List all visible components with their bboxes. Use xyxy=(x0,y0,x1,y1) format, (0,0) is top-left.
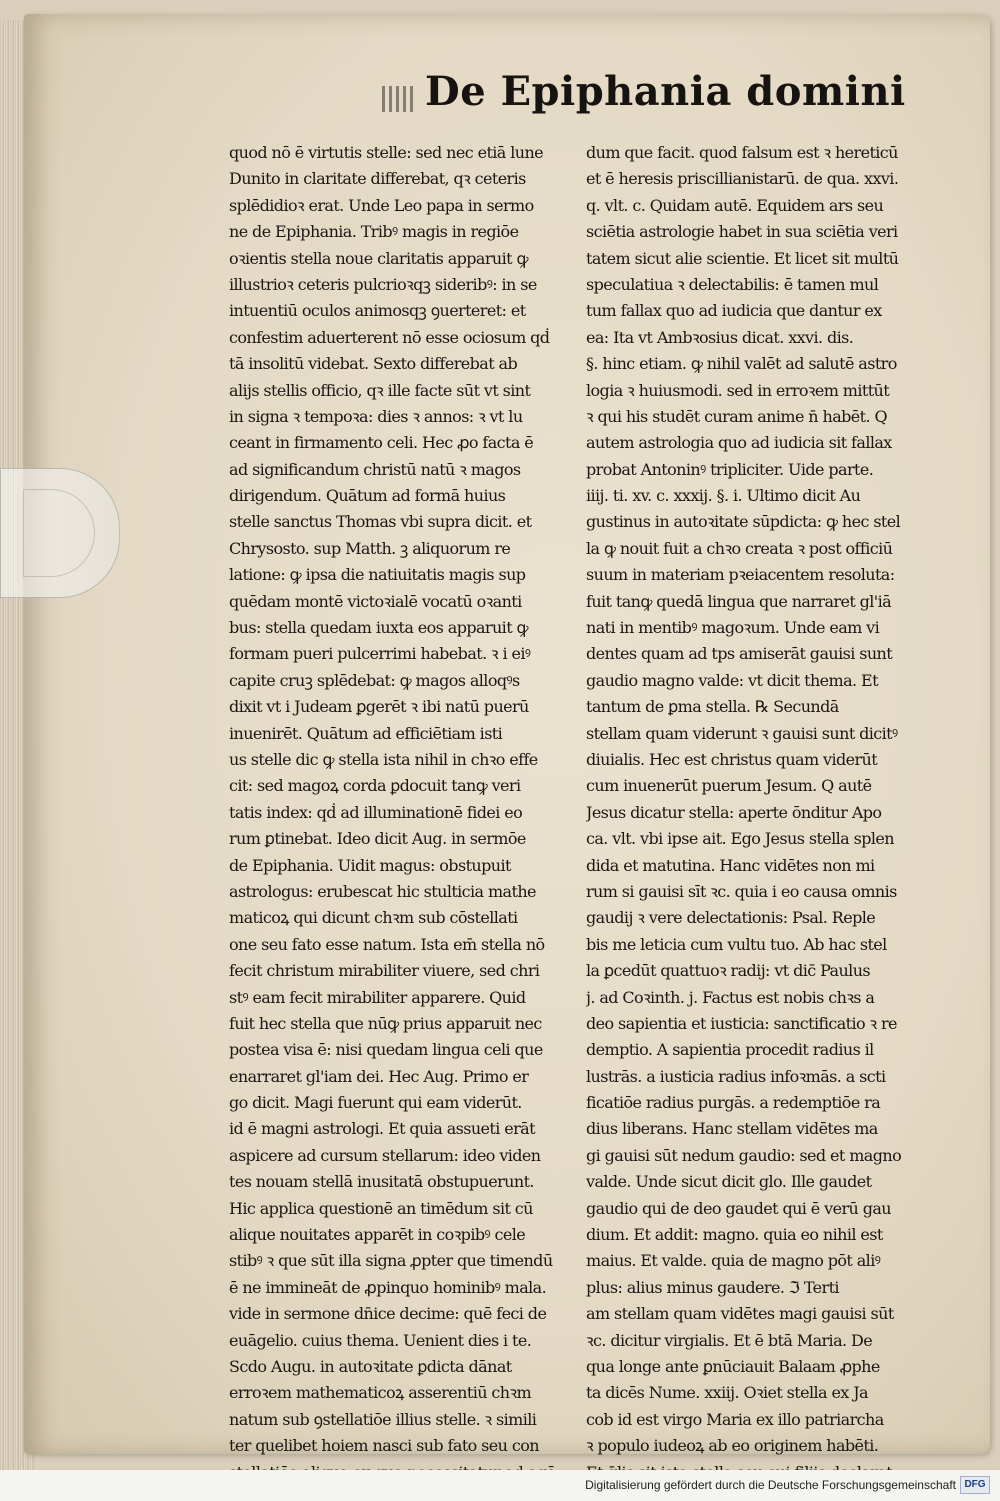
text-line: autem astrologia quo ad iudicia sit fallax xyxy=(586,433,892,453)
text-line: bis me leticia cum vultu tuo. Ab hac stel xyxy=(586,934,887,954)
text-line: maticoꝝ qui dicunt chꝛm sub cōstellati xyxy=(229,908,518,928)
text-line: dida et matutina. Hanc vidētes non mi xyxy=(586,855,875,875)
text-line: ta dicēs Nume. xxiij. Oꝛiet stella ex Ja xyxy=(586,1383,868,1403)
running-head: De Epiphania domini xyxy=(425,68,906,115)
text-line: bus: stella quedam iuxta eos apparuit ꝙ xyxy=(229,618,528,638)
text-line: ea: Ita vt Ambꝛosius dicat. xxvi. dis. xyxy=(586,327,854,347)
text-line: diuialis. Hec est christus quam viderūt xyxy=(586,749,878,769)
text-line: lustrās. a iusticia radius infoꝛmās. a scti xyxy=(586,1066,886,1086)
text-line: ꝛc. dicitur virgialis. Et ē btā Maria. De xyxy=(586,1330,873,1350)
text-line: Scdo Augu. in autoꝛitate ꝑdicta dānat xyxy=(229,1356,512,1376)
text-line: ꝛ populo iudeoꝝ ab eo originem habēti. xyxy=(586,1436,879,1456)
text-line: j. ad Coꝛinth. j. Factus est nobis chꝛs a xyxy=(586,987,875,1007)
text-line: ne de Epiphania. Tribꝰ magis in regiōe xyxy=(229,222,519,242)
text-line: gaudio magno valde: vt dicit thema. Et xyxy=(586,670,878,690)
dfg-logo: DFG xyxy=(960,1476,990,1494)
text-line: fuit tanꝙ quedā lingua que narraret gl'iā xyxy=(586,591,892,611)
text-line: §. hinc etiam. ꝙ nihil valēt ad salutē astro xyxy=(586,354,897,374)
text-line: qua longe ante ꝑnūciauit Balaam ꝓphe xyxy=(586,1356,880,1376)
text-line: am stellam quam vidētes magi gauisi sūt xyxy=(586,1304,894,1324)
text-line: postea visa ē: nisi quedam lingua celi que xyxy=(229,1040,543,1060)
text-line: latione: ꝙ ipsa die natiuitatis magis sup xyxy=(229,565,526,585)
text-line: cum inuenerūt puerum Jesum. Q autē xyxy=(586,776,872,796)
text-line: rum si gauisi sīt ꝛc. quia i eo causa omnis xyxy=(586,881,897,901)
text-line: nati in mentibꝰ magoꝛum. Unde eam vi xyxy=(586,618,880,638)
text-line: q. vlt. c. Quidam autē. Equidem ars seu xyxy=(586,195,884,215)
text-line: ca. vlt. vbi ipse ait. Ego Jesus stella splen xyxy=(586,829,894,849)
text-line: Dunito in claritate differebat, qꝛ ceteris xyxy=(229,169,526,189)
text-line: Jesus dicatur stella: aperte ōnditur Apo xyxy=(586,802,882,822)
text-line: sciētia astrologie habet in sua sciētia veri xyxy=(586,222,898,242)
text-line: ꝛ qui his studēt curam anime n̄ habēt. Q xyxy=(586,406,887,426)
footer-bar xyxy=(0,1470,1000,1501)
text-line: gustinus in autoꝛitate sūpdicta: ꝙ hec stel xyxy=(586,512,901,532)
text-line: formam pueri pulcerrimi habebat. ꝛ i eiꝰ xyxy=(229,644,531,664)
text-line: Chrysosto. sup Matth. ꝫ aliquorum re xyxy=(229,538,511,558)
text-line: suum in materiam pꝛeiacentem resoluta: xyxy=(586,565,895,585)
text-line: intuentiū oculos animosqꝫ ꝯuerteret: et xyxy=(229,301,526,321)
left-text-column xyxy=(229,140,569,1486)
text-line: valde. Unde sicut dicit glo. Ille gaudet xyxy=(586,1172,872,1192)
text-line: fecit christum mirabiliter viuere, sed chri xyxy=(229,961,540,981)
page-number-mark xyxy=(382,86,416,112)
text-line: logia ꝛ huiusmodi. sed in erroꝛem mittūt xyxy=(586,380,890,400)
text-line: tā insolitū videbat. Sexto differebat ab xyxy=(229,354,518,374)
text-line: dum que facit. quod falsum est ꝛ hereticū xyxy=(586,143,898,162)
text-line: tum fallax quo ad iudicia que dantur ex xyxy=(586,301,882,321)
text-line: quod nō ē virtutis stelle: sed nec etiā lune xyxy=(229,143,544,162)
text-line: ad significandum christū natū ꝛ magos xyxy=(229,459,521,479)
text-line: alique nouitates apparēt in coꝛpibꝰ cele xyxy=(229,1225,526,1245)
footer-credit: Digitalisierung gefördert durch die Deutsche Forschungsgemeinschaft xyxy=(585,1478,956,1492)
right-text-column xyxy=(586,140,926,1486)
text-line: maius. Et valde. quia de magno pōt aliꝰ xyxy=(586,1251,881,1271)
text-line: probat Antoninꝰ tripliciter. Uide parte. xyxy=(586,459,874,479)
text-line: deo sapientia et iusticia: sanctificatio ꝛ re xyxy=(586,1013,897,1033)
text-line: in signa ꝛ tempoꝛa: dies ꝛ annos: ꝛ vt lu xyxy=(229,406,523,426)
text-line: euāgelio. cuius thema. Uenient dies i te. xyxy=(229,1330,532,1350)
text-line: ē ne immineāt de ꝓpinquo hominibꝰ mala. xyxy=(229,1277,547,1297)
text-line: dium. Et addit: magno. quia eo nihil est xyxy=(586,1225,883,1245)
text-line: erroꝛem mathematicoꝝ asserentiū chꝛm xyxy=(229,1383,532,1403)
text-line: natum sub ꝯstellatiōe illius stelle. ꝛ simili xyxy=(229,1409,537,1429)
paper-clip xyxy=(0,468,120,598)
text-line: dixit vt i Judeam ꝑgerēt ꝛ ibi natū puerū xyxy=(229,697,529,717)
text-line: aspicere ad cursum stellarum: ideo viden xyxy=(229,1145,541,1165)
text-line: dirigendum. Quātum ad formā huius xyxy=(229,486,506,506)
text-line: la ꝑcedūt quattuoꝛ radij: vt dic̄ Paulus xyxy=(586,961,871,981)
text-line: alijs stellis officio, qꝛ ille facte sūt vt sint xyxy=(229,380,531,400)
text-line: la ꝙ nouit fuit a chꝛo creata ꝛ post officiū xyxy=(586,538,893,558)
text-line: dius liberans. Hanc stellam vidētes ma xyxy=(586,1119,878,1139)
text-line: et ē heresis priscillianistarū. de qua. xxvi. xyxy=(586,169,899,189)
text-line: stibꝰ ꝛ que sūt illa signa ꝓpter que timendū xyxy=(229,1251,553,1271)
text-line: inuenirēt. Quātum ad efficiētiam isti xyxy=(229,723,503,743)
text-line: iiij. ti. xv. c. xxxij. §. i. Ultimo dicit Au xyxy=(586,486,861,506)
text-line: splēdidioꝛ erat. Unde Leo papa in sermo xyxy=(229,195,534,215)
text-line: fuit hec stella que nūꝙ prius apparuit nec xyxy=(229,1013,542,1033)
text-line: gaudio qui de deo gaudet qui ē verū gau xyxy=(586,1198,891,1218)
text-line: stelle sanctus Thomas vbi supra dicit. et xyxy=(229,512,532,532)
text-line: quēdam montē victoꝛialē vocatū oꝛanti xyxy=(229,591,522,611)
text-line: tatem sicut alie scientie. Et licet sit multū xyxy=(586,248,899,268)
text-line: cob id est virgo Maria ex illo patriarcha xyxy=(586,1409,884,1429)
text-line: us stelle dic ꝙ stella ista nihil in chꝛo effe xyxy=(229,749,538,769)
text-line: tantum de ꝑma stella. ℞ Secundā xyxy=(586,697,839,717)
text-line: stꝰ eam fecit mirabiliter apparere. Quid xyxy=(229,987,526,1007)
text-line: id ē magni astrologi. Et quia assueti erāt xyxy=(229,1119,535,1139)
text-line: capite cruꝫ splēdebat: ꝙ magos alloqꝰs xyxy=(229,670,520,690)
text-line: demptio. A sapientia procedit radius il xyxy=(586,1040,874,1060)
text-line: ceant in firmamento celi. Hec ꝓo facta ē xyxy=(229,433,534,453)
text-line: one seu fato esse natum. Ista em̄ stella nō xyxy=(229,934,545,954)
text-line: gaudij ꝛ vere delectationis: Psal. Reple xyxy=(586,908,876,928)
text-line: oꝛientis stella noue claritatis apparuit ꝙ xyxy=(229,248,528,268)
text-line: dentes quam ad tps amiserāt gauisi sunt xyxy=(586,644,893,664)
text-line: rum ꝑtinebat. Ideo dicit Aug. in sermōe xyxy=(229,829,526,849)
text-line: vide in sermone dn̄ice decime: quē feci de xyxy=(229,1304,547,1324)
text-line: enarraret gl'iam dei. Hec Aug. Primo er xyxy=(229,1066,529,1086)
text-line: tatis index: qḋ ad illuminationē fidei eo xyxy=(229,802,523,822)
text-line: plus: alius minus gaudere. ℑ Terti xyxy=(586,1277,839,1297)
text-line: go dicit. Magi fuerunt qui eam viderūt. xyxy=(229,1093,522,1113)
text-line: gi gauisi sūt nedum gaudio: sed et magno xyxy=(586,1145,902,1165)
text-line: astrologus: erubescat hic stulticia mathe xyxy=(229,881,536,901)
text-line: ficatiōe radius purgās. a redemptiōe ra xyxy=(586,1093,881,1113)
text-line: speculatiua ꝛ delectabilis: ē tamen mul xyxy=(586,274,879,294)
text-line: confestim aduerterent nō esse ociosum qḋ xyxy=(229,327,550,347)
text-line: stellam quam viderunt ꝛ gauisi sunt dicitꝰ xyxy=(586,723,898,743)
text-line: tes nouam stellā inusitatā obstupuerunt. xyxy=(229,1172,534,1192)
text-line: Hic applica questionē an timēdum sit cū xyxy=(229,1198,533,1218)
text-line: de Epiphania. Uidit magus: obstupuit xyxy=(229,855,511,875)
text-line: illustrioꝛ ceteris pulcrioꝛqꝫ sideribꝰ: in se xyxy=(229,274,537,294)
text-line: cit: sed magoꝝ corda ꝑdocuit tanꝙ veri xyxy=(229,776,521,796)
text-line: ter quelibet hoiem nasci sub fato seu con xyxy=(229,1436,539,1456)
